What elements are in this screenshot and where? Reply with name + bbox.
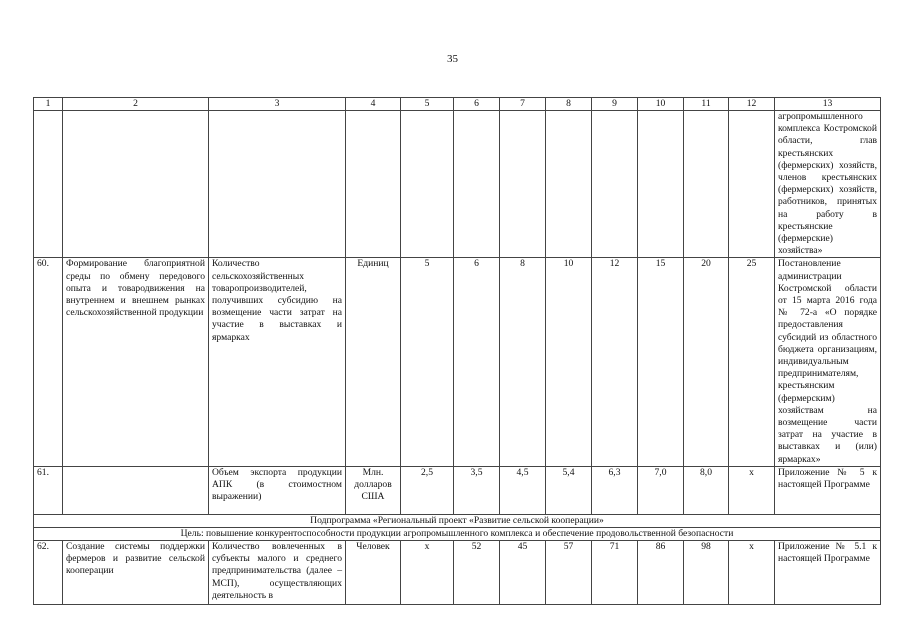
activity-cell: Формирование благоприятной среды по обмену передового опыта и товародвижения на внутреннем и внешнем рынках сельскохозяйственной продукции [63, 258, 209, 466]
column-header: 7 [500, 98, 546, 111]
unit-cell: Человек [346, 540, 401, 604]
row-number: 62. [34, 540, 63, 604]
indicators-table [33, 97, 881, 605]
value-cell: 71 [592, 540, 638, 604]
column-header: 10 [638, 98, 684, 111]
subprogram-row [34, 514, 881, 527]
goal-title: Цель: повышение конкурентоспособности продукции агропромышленного комплекса и обеспечение продовольственной безопасности [34, 527, 881, 540]
indicator-cell: Объем экспорта продукции АПК (в стоимостном выражении) [209, 466, 346, 514]
value-cell: 2,5 [401, 466, 454, 514]
value-cell: 3,5 [454, 466, 500, 514]
value-cell: 5,4 [546, 466, 592, 514]
header-row [34, 98, 881, 111]
source-cell: Приложение № 5 к настоящей Программе [775, 466, 881, 514]
value-cell: 4,5 [500, 466, 546, 514]
column-header: 11 [684, 98, 729, 111]
value-cell: 7,0 [638, 466, 684, 514]
column-header: 6 [454, 98, 500, 111]
value-cell: 6 [454, 258, 500, 466]
table-row [34, 540, 881, 604]
activity-cell [63, 466, 209, 514]
value-cell: 86 [638, 540, 684, 604]
column-header: 12 [729, 98, 775, 111]
value-cell: 10 [546, 258, 592, 466]
column-header: 9 [592, 98, 638, 111]
activity-cell: Создание системы поддержки фермеров и развитие сельской кооперации [63, 540, 209, 604]
column-header: 3 [209, 98, 346, 111]
value-cell: 45 [500, 540, 546, 604]
column-header: 8 [546, 98, 592, 111]
value-cell: 57 [546, 540, 592, 604]
table-row-continued [34, 111, 881, 258]
unit-cell: Млн. долларов США [346, 466, 401, 514]
value-cell: х [401, 540, 454, 604]
table-row [34, 258, 881, 466]
value-cell: 20 [684, 258, 729, 466]
source-cell: Постановление администрации Костромской области от 15 марта 2016 года № 72-а «О порядке предоставления субсидий из областного бюджета организациям, индивидуальным предпринимателям, крестьянским (фермерским) хозяйствам на возмещение части затрат на участие в выставках и (или) ярмарках» [775, 258, 881, 466]
indicator-cell: Количество сельскохозяйственных товаропроизводителей, получивших субсидию на возмещение части затрат на участие в выставках и ярмарках [209, 258, 346, 466]
row-number: 60. [34, 258, 63, 466]
column-header: 13 [775, 98, 881, 111]
column-header: 2 [63, 98, 209, 111]
value-cell: 52 [454, 540, 500, 604]
value-cell: 8,0 [684, 466, 729, 514]
value-cell: 8 [500, 258, 546, 466]
column-header: 5 [401, 98, 454, 111]
column-header: 4 [346, 98, 401, 111]
value-cell: х [729, 540, 775, 604]
column-header: 1 [34, 98, 63, 111]
value-cell: 6,3 [592, 466, 638, 514]
indicator-cell: Количество вовлеченных в субъекты малого и среднего предпринимательства (далее – МСП), осуществляющих деятельность в [209, 540, 346, 604]
unit-cell: Единиц [346, 258, 401, 466]
value-cell: 98 [684, 540, 729, 604]
value-cell: 5 [401, 258, 454, 466]
value-cell: 15 [638, 258, 684, 466]
goal-row [34, 527, 881, 540]
subprogram-title: Подпрограмма «Региональный проект «Развитие сельской кооперации» [34, 514, 881, 527]
page-number: 35 [447, 53, 458, 65]
value-cell: 12 [592, 258, 638, 466]
source-cell: агропромышленного комплекса Костромской области, глав крестьянских (фермерских) хозяйств, членов крестьянских (фермерских) хозяйств, работников, принятых на работу в крестьянские (фермерские) хозяйства» [775, 111, 881, 258]
source-cell: Приложение № 5.1 к настоящей Программе [775, 540, 881, 604]
row-number: 61. [34, 466, 63, 514]
value-cell: х [729, 466, 775, 514]
value-cell: 25 [729, 258, 775, 466]
table-row [34, 466, 881, 514]
